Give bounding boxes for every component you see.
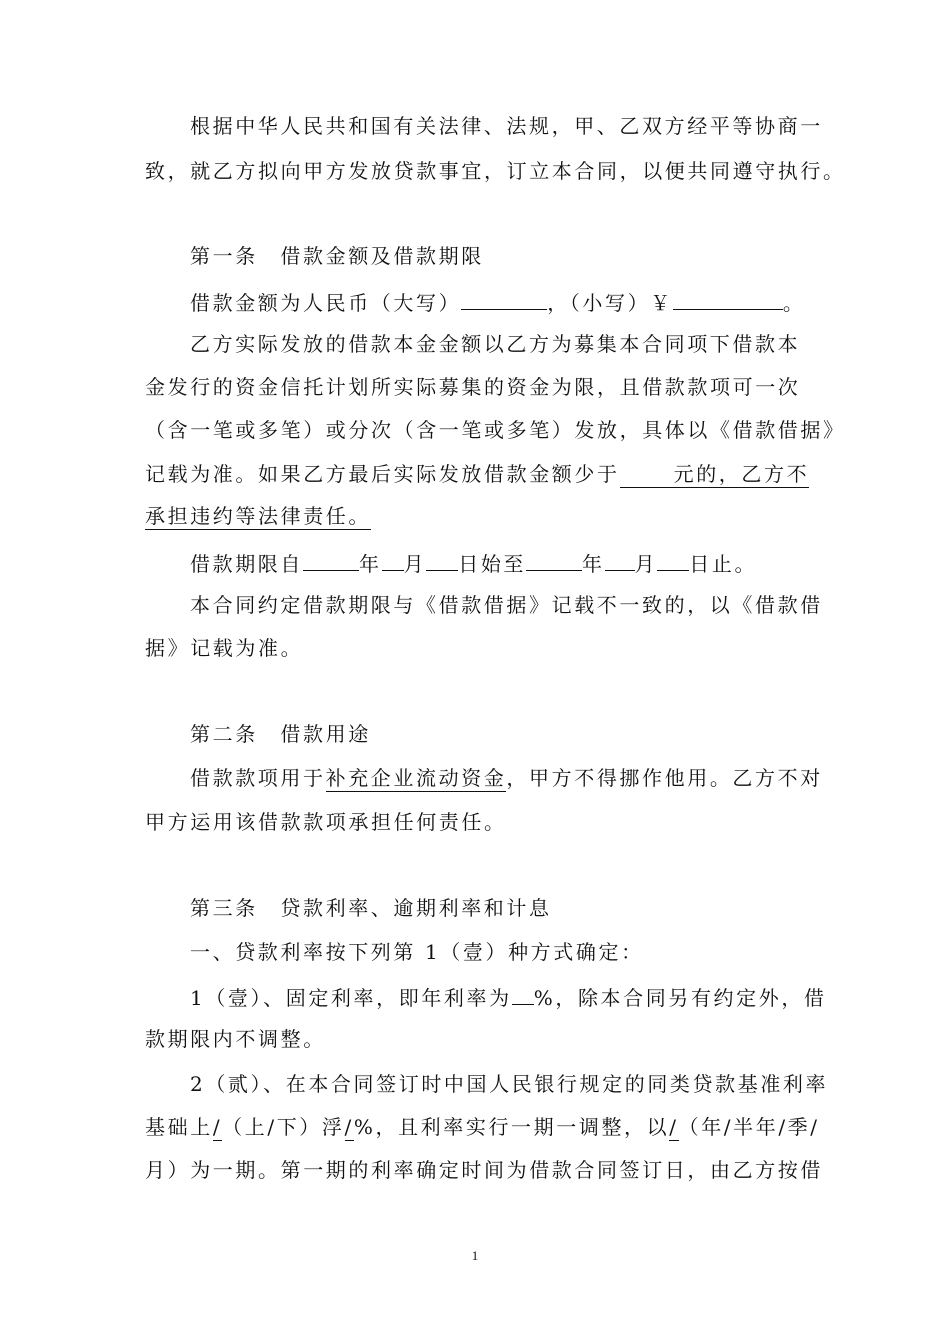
paragraph-line [190,764,823,792]
paragraph-line: 月）为一期。第一期的利率确定时间为借款合同签订日，由乙方按借 [145,1158,823,1182]
paragraph-line: 本合同约定借款期限与《借款借据》记载不一致的，以《借款借 [190,593,823,617]
paragraph-line [145,1113,820,1141]
min-amount-text: 记载为准。如果乙方最后实际发放借款金额少于 [145,462,620,486]
amount-end: 。 [782,291,806,315]
paragraph-line: 金发行的资金信托计划所实际募集的资金为限，且借款款项可一次 [145,375,801,399]
float-text: 基础上 [145,1115,213,1139]
float-direction-value[interactable]: / [212,1115,223,1139]
float-percent-value[interactable]: / [344,1115,354,1139]
paragraph-line [145,502,807,530]
paragraph-line: 甲方运用该借款款项承担任何责任。 [145,810,507,834]
amount-uppercase-blank[interactable] [461,287,547,310]
preamble-line: 致，就乙方拟向甲方发放贷款事宜，订立本合同，以便共同遵守执行。 [145,159,846,183]
amount-figures-blank[interactable] [673,287,783,310]
float-text: （上/下）浮 [222,1115,345,1139]
article-1-heading: 第一条 借款金额及借款期限 [190,244,484,268]
amount-mid: ，（小写）￥ [547,291,673,315]
paragraph-line [190,982,827,1012]
min-amount-blank[interactable] [620,459,674,481]
end-day-blank[interactable] [657,548,689,571]
year-label: 年 [359,552,382,576]
start-year-blank[interactable] [303,548,359,571]
min-amount-suffix: 元的，乙方不 [673,462,810,486]
fixed-rate-text: 1（壹）、固定利率，即年利率为 [190,986,512,1010]
day-to-label: 日始至 [458,552,527,576]
liability-text: 承担违约等法律责任。 [145,504,371,528]
year-label: 年 [582,552,605,576]
amount-prefix: 借款金额为人民币（大写） [190,291,462,315]
month-label: 月 [634,552,658,576]
article-2-heading: 第二条 借款用途 [190,722,371,746]
page-number: 1 [471,1248,479,1263]
paragraph-line: 乙方实际发放的借款本金金额以乙方为募集本合同项下借款本 [190,332,801,356]
start-month-blank[interactable] [382,548,404,571]
start-day-blank[interactable] [426,548,458,571]
article-3-heading: 第三条 贷款利率、逾期利率和计息 [190,896,552,920]
paragraph-line: 据》记载为准。 [145,636,304,660]
fixed-rate-suffix: %，除本合同另有约定外，借 [533,986,827,1010]
loan-amount-line [190,287,807,317]
float-text: %，且利率实行一期一调整，以 [353,1115,670,1139]
loan-term-line [190,548,807,578]
term-end-label: 日止。 [689,552,758,576]
fixed-rate-blank[interactable] [512,982,534,1005]
paragraph-line: 2（贰）、在本合同签订时中国人民银行规定的同类贷款基准利率 [190,1072,829,1096]
end-year-blank[interactable] [526,548,582,571]
float-text: （年/半年/季/ [678,1115,820,1139]
min-amount-underlined [620,462,810,488]
paragraph-line: 款期限内不调整。 [145,1027,326,1051]
paragraph-line: （含一笔或多笔）或分次（含一笔或多笔）发放，具体以《借款借据》 [145,418,846,442]
month-label: 月 [403,552,427,576]
purpose-suffix: ，甲方不得挪作他用。乙方不对 [506,766,823,790]
paragraph-line: 一、贷款利率按下列第 1（壹）种方式确定： [190,940,644,964]
adjust-period-value[interactable]: / [669,1115,679,1139]
term-start-text: 借款期限自 [190,552,303,576]
purpose-prefix: 借款款项用于 [190,766,326,790]
loan-purpose-value: 补充企业流动资金 [325,766,507,790]
preamble-line: 根据中华人民共和国有关法律、法规，甲、乙双方经平等协商一 [190,114,823,138]
end-month-blank[interactable] [605,548,635,571]
paragraph-line [145,459,810,488]
